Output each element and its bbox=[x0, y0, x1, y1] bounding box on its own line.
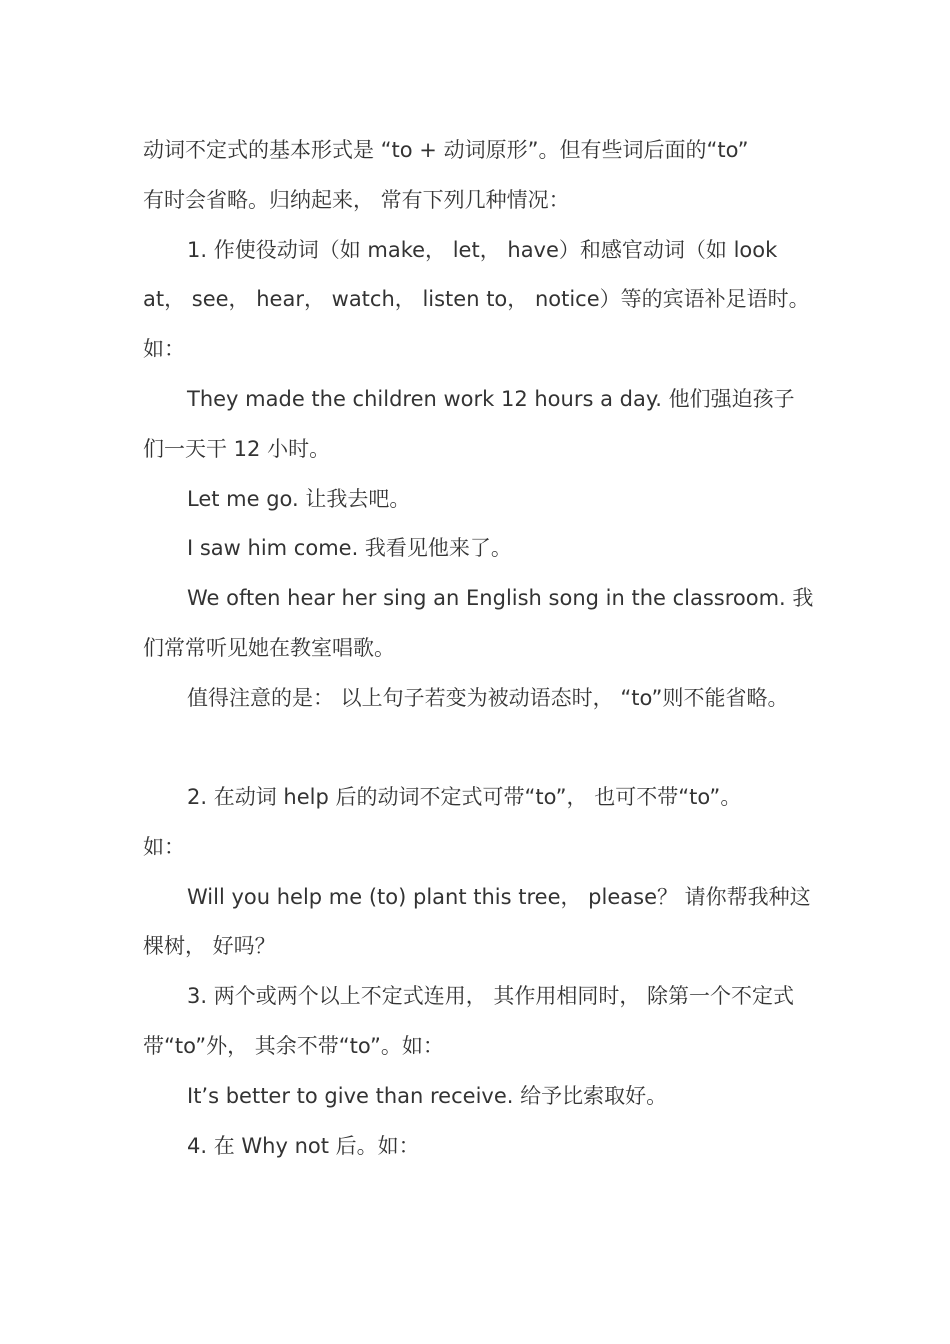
rule-2-example-label: 如： bbox=[143, 835, 185, 859]
paragraph-intro-line-1: 动词不定式的基本形式是 “to + 动词原形”。但有些词后面的“to” bbox=[143, 138, 749, 162]
example-3: I saw him come. 我看见他来了。 bbox=[187, 536, 512, 560]
example-1-line-2: 们一天干 12 小时。 bbox=[143, 437, 331, 461]
example-5-line-2: 棵树， 好吗？ bbox=[143, 934, 276, 958]
example-4-line-2: 们常常听见她在教室唱歌。 bbox=[143, 636, 395, 660]
rule-3-line-1: 3. 两个或两个以上不定式连用， 其作用相同时， 除第一个不定式 bbox=[187, 984, 795, 1008]
rule-1-example-label: 如： bbox=[143, 337, 185, 361]
paragraph-intro-line-2: 有时会省略。归纳起来， 常有下列几种情况： bbox=[143, 188, 570, 212]
rule-1-line-1: 1. 作使役动词（如 make， let， have）和感官动词（如 look bbox=[187, 238, 778, 262]
example-1-line-1: They made the children work 12 hours a day. 他们强迫孩子 bbox=[187, 387, 795, 411]
rule-3-line-2: 带“to”外， 其余不带“to”。如： bbox=[143, 1034, 444, 1058]
example-2: Let me go. 让我去吧。 bbox=[187, 487, 411, 511]
rule-1-line-2: at， see， hear， watch， listen to， notice）等的宾语补足语时。 bbox=[143, 287, 810, 311]
rule-2-line-1: 2. 在动词 help 后的动词不定式可带“to”， 也可不带“to”。 bbox=[187, 785, 742, 809]
note-passive-voice: 值得注意的是： 以上句子若变为被动语态时， “to”则不能省略。 bbox=[187, 686, 789, 710]
example-4-line-1: We often hear her sing an English song in the classroom. 我 bbox=[187, 586, 814, 610]
example-6: It’s better to give than receive. 给予比索取好。 bbox=[187, 1084, 668, 1108]
rule-4: 4. 在 Why not 后。如： bbox=[187, 1134, 420, 1158]
example-5-line-1: Will you help me (to) plant this tree， please？ 请你帮我种这 bbox=[187, 885, 811, 909]
